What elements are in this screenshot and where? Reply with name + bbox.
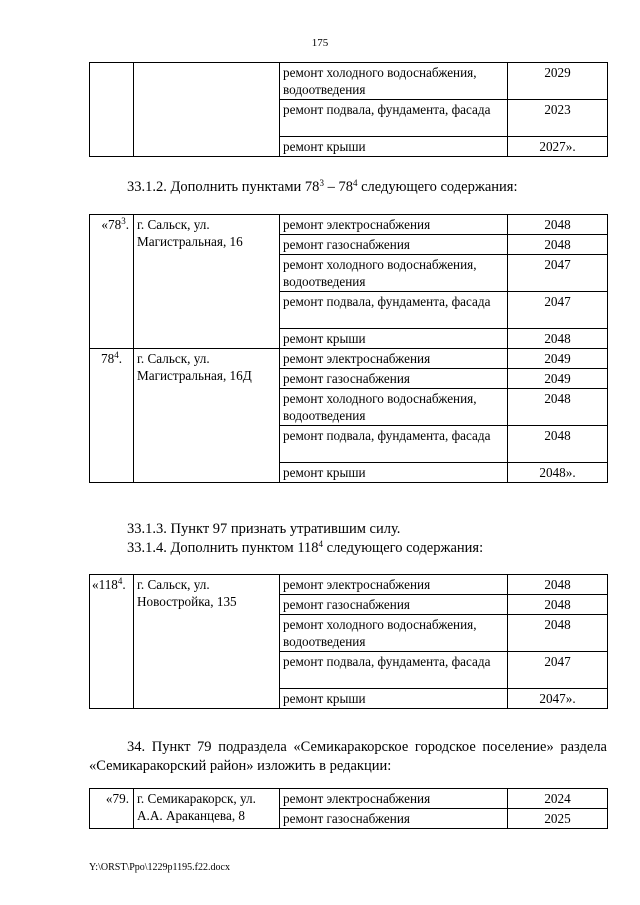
work-cell: ремонт подвала, фундамента, фасада bbox=[280, 652, 508, 689]
work-cell: ремонт крыши bbox=[280, 329, 508, 349]
year-cell: 2048». bbox=[508, 463, 608, 483]
table-row bbox=[90, 789, 608, 809]
table-row bbox=[90, 215, 608, 235]
work-cell: ремонт холодного водоснабжения, водоотведения bbox=[280, 389, 508, 426]
table-item-118 bbox=[89, 574, 608, 709]
work-cell: ремонт крыши bbox=[280, 689, 508, 709]
year-cell: 2049 bbox=[508, 349, 608, 369]
number-cell: «79. bbox=[90, 789, 134, 829]
work-cell: ремонт крыши bbox=[280, 137, 508, 157]
work-cell: ремонт подвала, фундамента, фасада bbox=[280, 292, 508, 329]
year-cell: 2047 bbox=[508, 292, 608, 329]
work-cell: ремонт электроснабжения bbox=[280, 789, 508, 809]
address-cell: г. Семикаракорск, ул. А.А. Араканцева, 8 bbox=[134, 789, 280, 829]
table-row bbox=[90, 63, 608, 100]
year-cell: 2048 bbox=[508, 615, 608, 652]
file-path-footer: Y:\ORST\Ppo\1229p1195.f22.docx bbox=[89, 862, 230, 873]
address-cell: г. Сальск, ул. Новостройка, 135 bbox=[134, 575, 280, 709]
year-cell: 2024 bbox=[508, 789, 608, 809]
work-cell: ремонт холодного водоснабжения, водоотведения bbox=[280, 255, 508, 292]
year-cell: 2048 bbox=[508, 329, 608, 349]
year-cell: 2048 bbox=[508, 215, 608, 235]
work-cell: ремонт холодного водоснабжения, водоотведения bbox=[280, 615, 508, 652]
number-cell: «$78^3$. bbox=[90, 215, 134, 349]
work-cell: ремонт газоснабжения bbox=[280, 235, 508, 255]
year-cell: 2027». bbox=[508, 137, 608, 157]
address-cell: г. Сальск, ул. Магистральная, 16Д bbox=[134, 349, 280, 483]
work-cell: ремонт электроснабжения bbox=[280, 349, 508, 369]
table-row bbox=[90, 575, 608, 595]
work-cell: ремонт газоснабжения bbox=[280, 809, 508, 829]
table-row bbox=[90, 349, 608, 369]
year-cell: 2049 bbox=[508, 369, 608, 389]
page-number: 175 bbox=[311, 37, 329, 49]
address-cell bbox=[134, 63, 280, 157]
year-cell: 2047». bbox=[508, 689, 608, 709]
work-cell: ремонт электроснабжения bbox=[280, 575, 508, 595]
year-cell: 2048 bbox=[508, 426, 608, 463]
paragraph-33-1-3: 33.1.3. Пункт 97 признать утратившим силу. bbox=[127, 521, 401, 537]
number-cell: $78^4$. bbox=[90, 349, 134, 483]
work-cell: ремонт газоснабжения bbox=[280, 595, 508, 615]
work-cell: ремонт подвала, фундамента, фасада bbox=[280, 426, 508, 463]
year-cell: 2047 bbox=[508, 652, 608, 689]
work-cell: ремонт электроснабжения bbox=[280, 215, 508, 235]
number-cell: «$118^4$. bbox=[90, 575, 134, 709]
work-cell: ремонт газоснабжения bbox=[280, 369, 508, 389]
work-cell: ремонт крыши bbox=[280, 463, 508, 483]
year-cell: 2048 bbox=[508, 235, 608, 255]
work-cell: ремонт подвала, фундамента, фасада bbox=[280, 100, 508, 137]
table-continuation bbox=[89, 62, 608, 157]
year-cell: 2023 bbox=[508, 100, 608, 137]
table-item-79 bbox=[89, 788, 608, 829]
year-cell: 2025 bbox=[508, 809, 608, 829]
number-cell bbox=[90, 63, 134, 157]
year-cell: 2048 bbox=[508, 389, 608, 426]
paragraph-33-1-2: 33.1.2. Дополнить пунктами $78^3 - 78^4$ следующего содержания: bbox=[127, 178, 518, 195]
year-cell: 2029 bbox=[508, 63, 608, 100]
paragraph-34: 34. Пункт 79 подраздела «Семикаракорское городское поселение» раздела «Семикаракорский район» изложить в редакции: bbox=[89, 739, 607, 774]
address-cell: г. Сальск, ул. Магистральная, 16 bbox=[134, 215, 280, 349]
paragraph-33-1-4: 33.1.4. Дополнить пунктом $118^4$ следующего содержания: bbox=[127, 539, 484, 556]
year-cell: 2047 bbox=[508, 255, 608, 292]
year-cell: 2048 bbox=[508, 595, 608, 615]
table-items-78 bbox=[89, 214, 608, 483]
work-cell: ремонт холодного водоснабжения, водоотведения bbox=[280, 63, 508, 100]
year-cell: 2048 bbox=[508, 575, 608, 595]
